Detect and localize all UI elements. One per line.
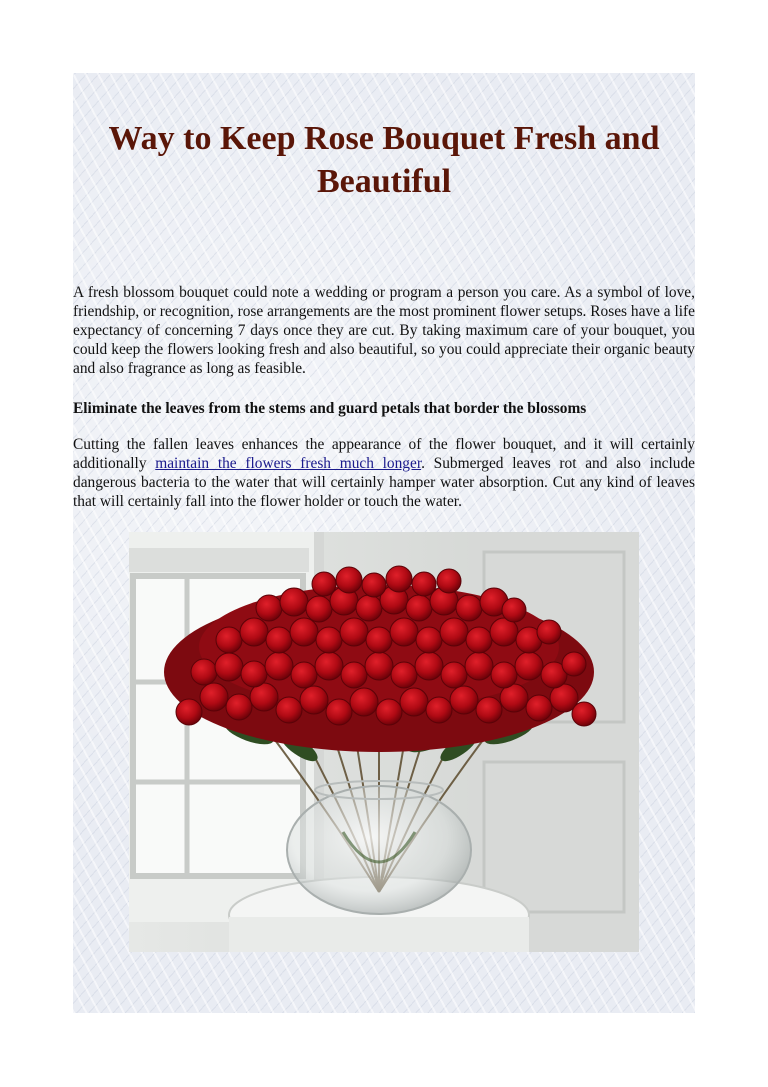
rose-bouquet-image (129, 532, 639, 952)
section-heading: Eliminate the leaves from the stems and guard petals that border the blossoms (73, 400, 587, 417)
intro-paragraph: A fresh blossom bouquet could note a wedding or program a person you care. As a symbol of love, friendship, or recognition, rose arrangements are the most prominent flower setups. Roses have a life expectancy of concerning 7 days once they are cut. By taking maximum care of your bouquet, you could keep the flowers looking fresh and also beautiful, so you could appreciate their organic beauty and also fragrance as long as feasible. (73, 284, 695, 377)
body-text-start: Cutting the fallen leaves enhances the appearance of the flower bouquet, and it will certainly additionally (73, 436, 695, 472)
page-title: Way to Keep Rose Bouquet Fresh and Beautiful (108, 120, 660, 200)
document-page (73, 73, 695, 1013)
body-paragraph (73, 435, 695, 511)
fresh-flowers-link[interactable]: maintain the flowers fresh much longer (155, 455, 422, 472)
body-text-end: . Submerged leaves rot and also include dangerous bacteria to the water that will certainly hamper water absorption. Cut any kind of leaves that will certainly fall into the flower holder or touch the water. (73, 455, 695, 510)
